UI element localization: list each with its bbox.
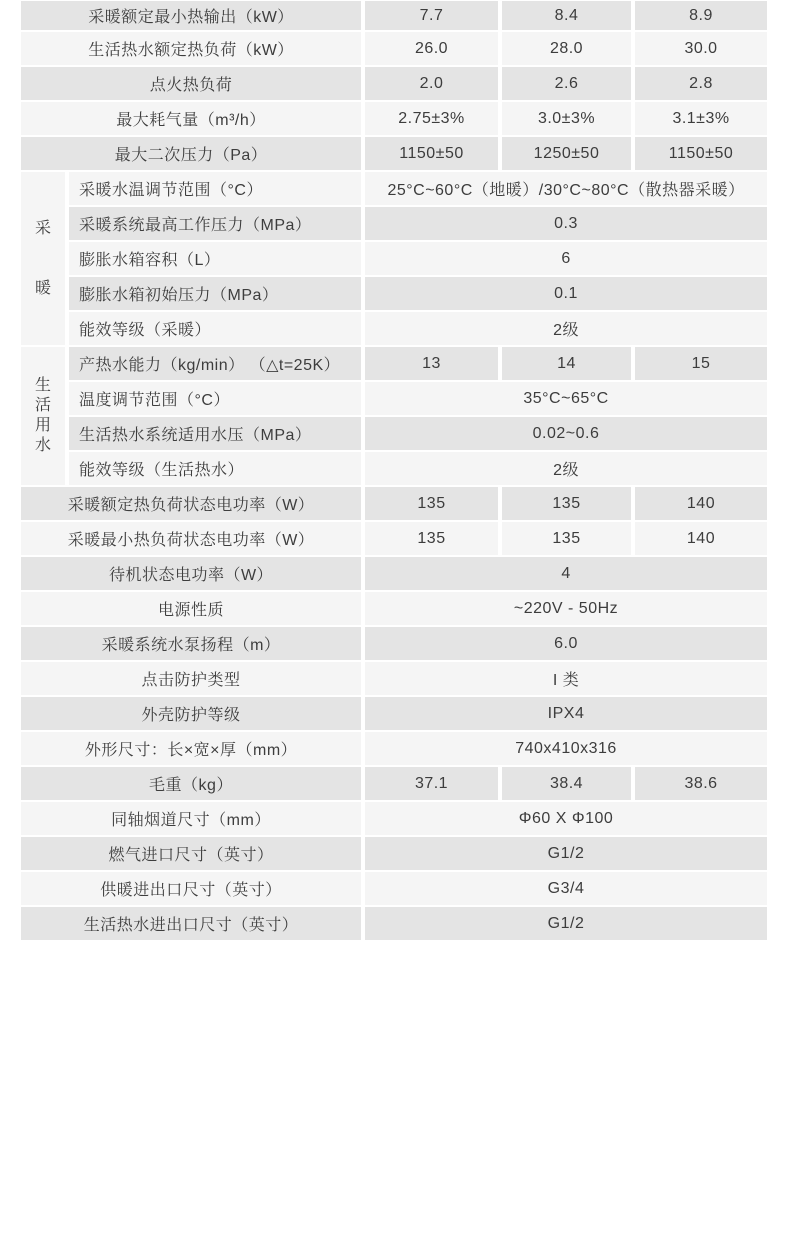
table-row <box>19 136 769 171</box>
table-row <box>19 836 769 871</box>
table-row <box>19 626 769 661</box>
spec-value: 0.02~0.6 <box>363 416 769 451</box>
table-row <box>19 101 769 136</box>
section-label-heating <box>19 171 67 346</box>
spec-value: 6 <box>363 241 769 276</box>
spec-label: 温度调节范围（°C） <box>67 381 363 416</box>
spec-label: 最大二次压力（Pa） <box>19 136 363 171</box>
spec-value: 4 <box>363 556 769 591</box>
spec-value: 135 <box>500 521 633 556</box>
spec-value: ~220V - 50Hz <box>363 591 769 626</box>
table-row <box>19 591 769 626</box>
spec-label: 生活热水额定热负荷（kW） <box>19 31 363 66</box>
table-row <box>19 731 769 766</box>
table-row <box>19 381 769 416</box>
spec-value: 3.1±3% <box>633 101 769 136</box>
spec-value: 2.0 <box>363 66 500 101</box>
spec-value: 14 <box>500 346 633 381</box>
spec-value: 1150±50 <box>633 136 769 171</box>
spec-label: 产热水能力（kg/min） （△t=25K） <box>67 346 363 381</box>
spec-table <box>19 0 769 941</box>
spec-label: 膨胀水箱容积（L） <box>67 241 363 276</box>
spec-label: 最大耗气量（m³/h） <box>19 101 363 136</box>
spec-label: 供暖进出口尺寸（英寸） <box>19 871 363 906</box>
spec-value: 25°C~60°C（地暖）/30°C~80°C（散热器采暖） <box>363 171 769 206</box>
spec-label: 采暖系统最高工作压力（MPa） <box>67 206 363 241</box>
spec-value: G3/4 <box>363 871 769 906</box>
spec-value: 0.3 <box>363 206 769 241</box>
spec-label: 生活热水系统适用水压（MPa） <box>67 416 363 451</box>
table-row <box>19 0 769 31</box>
spec-value: 8.9 <box>633 0 769 31</box>
spec-value: 28.0 <box>500 31 633 66</box>
spec-value: 2.6 <box>500 66 633 101</box>
spec-value: 135 <box>363 486 500 521</box>
spec-value: I 类 <box>363 661 769 696</box>
spec-label: 电源性质 <box>19 591 363 626</box>
table-row <box>19 171 769 206</box>
spec-value: 740x410x316 <box>363 731 769 766</box>
section-label-domestic-water <box>19 346 67 486</box>
spec-value: 6.0 <box>363 626 769 661</box>
section-label-text: 生活用水 <box>34 377 51 454</box>
spec-label: 采暖最小热负荷状态电功率（W） <box>19 521 363 556</box>
table-row <box>19 696 769 731</box>
spec-value: 140 <box>633 486 769 521</box>
table-row <box>19 486 769 521</box>
table-row <box>19 206 769 241</box>
spec-value: 38.4 <box>500 766 633 801</box>
spec-label: 点火热负荷 <box>19 66 363 101</box>
table-row <box>19 766 769 801</box>
spec-value: 35°C~65°C <box>363 381 769 416</box>
table-row <box>19 276 769 311</box>
table-row <box>19 556 769 591</box>
spec-label: 毛重（kg） <box>19 766 363 801</box>
table-row <box>19 31 769 66</box>
spec-value: 135 <box>363 521 500 556</box>
table-row <box>19 416 769 451</box>
spec-value: 2级 <box>363 451 769 486</box>
spec-label: 膨胀水箱初始压力（MPa） <box>67 276 363 311</box>
table-row <box>19 346 769 381</box>
spec-value: 38.6 <box>633 766 769 801</box>
spec-value: 30.0 <box>633 31 769 66</box>
spec-table-container <box>19 0 769 941</box>
spec-value: 0.1 <box>363 276 769 311</box>
spec-value: 3.0±3% <box>500 101 633 136</box>
table-row <box>19 521 769 556</box>
section-label-text: 采暖 <box>34 219 51 297</box>
spec-value: 2.75±3% <box>363 101 500 136</box>
spec-value: 26.0 <box>363 31 500 66</box>
spec-value: 7.7 <box>363 0 500 31</box>
spec-value: G1/2 <box>363 836 769 871</box>
spec-value: Φ60 X Φ100 <box>363 801 769 836</box>
spec-label: 采暖额定最小热输出（kW） <box>19 0 363 31</box>
spec-label: 同轴烟道尺寸（mm） <box>19 801 363 836</box>
spec-label: 采暖系统水泵扬程（m） <box>19 626 363 661</box>
spec-value: 37.1 <box>363 766 500 801</box>
table-row <box>19 241 769 276</box>
spec-value: 140 <box>633 521 769 556</box>
spec-value: G1/2 <box>363 906 769 941</box>
spec-value: IPX4 <box>363 696 769 731</box>
spec-label: 采暖水温调节范围（°C） <box>67 171 363 206</box>
spec-label: 外形尺寸：长×宽×厚（mm） <box>19 731 363 766</box>
spec-label: 点击防护类型 <box>19 661 363 696</box>
spec-value: 15 <box>633 346 769 381</box>
table-row <box>19 66 769 101</box>
spec-value: 1250±50 <box>500 136 633 171</box>
table-row <box>19 801 769 836</box>
spec-label: 采暖额定热负荷状态电功率（W） <box>19 486 363 521</box>
spec-label: 燃气进口尺寸（英寸） <box>19 836 363 871</box>
spec-value: 2.8 <box>633 66 769 101</box>
spec-label: 能效等级（生活热水） <box>67 451 363 486</box>
spec-value: 1150±50 <box>363 136 500 171</box>
table-row <box>19 661 769 696</box>
table-row <box>19 311 769 346</box>
table-row <box>19 906 769 941</box>
table-row <box>19 451 769 486</box>
spec-value: 13 <box>363 346 500 381</box>
spec-value: 135 <box>500 486 633 521</box>
table-row <box>19 871 769 906</box>
spec-label: 生活热水进出口尺寸（英寸） <box>19 906 363 941</box>
spec-value: 8.4 <box>500 0 633 31</box>
spec-label: 能效等级（采暖） <box>67 311 363 346</box>
spec-value: 2级 <box>363 311 769 346</box>
spec-label: 外壳防护等级 <box>19 696 363 731</box>
spec-label: 待机状态电功率（W） <box>19 556 363 591</box>
